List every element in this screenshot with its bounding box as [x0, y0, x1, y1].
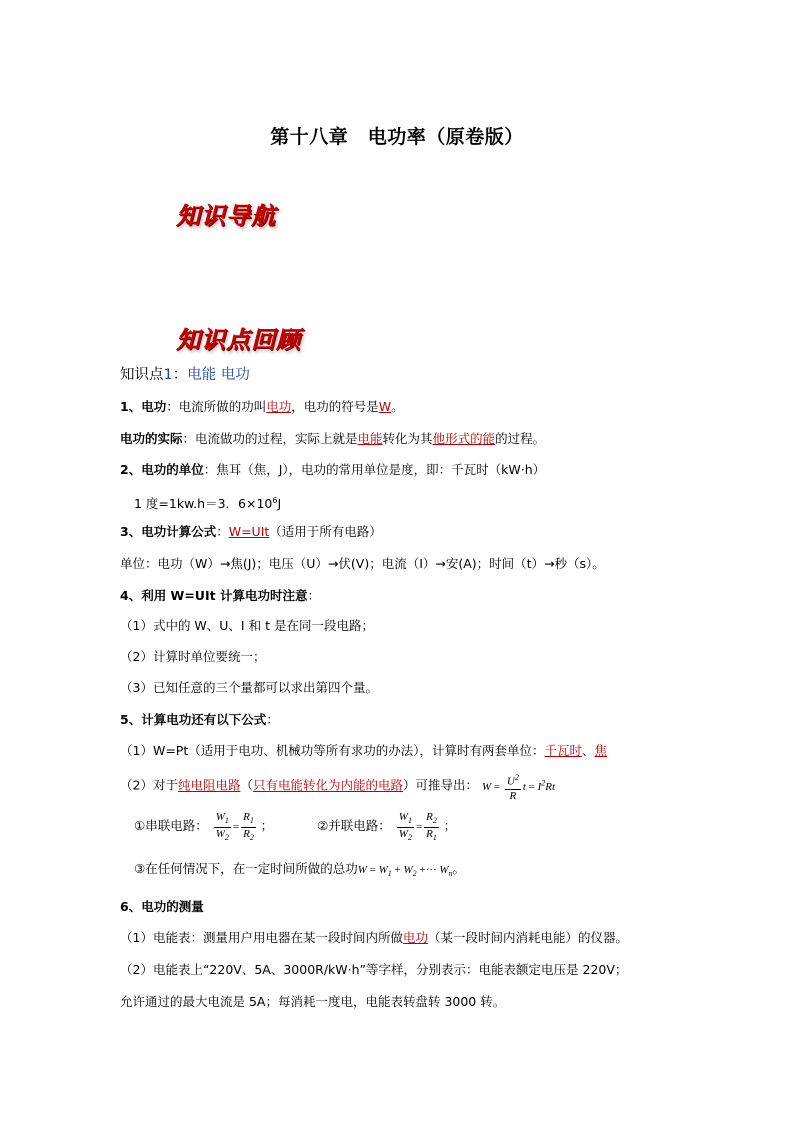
- text: （适用于所有电路）: [269, 524, 382, 539]
- text: 1 度=1kw.h＝3．6×10: [134, 496, 273, 512]
- parallel-formula: [395, 810, 444, 843]
- symbol: W: [398, 827, 408, 840]
- exponent: 2: [541, 778, 546, 787]
- symbol: R: [426, 827, 433, 840]
- symbol: t: [522, 780, 526, 793]
- symbol: R: [243, 827, 250, 840]
- knowledge-point-heading: [120, 366, 250, 384]
- term: （1）电能表: [120, 930, 191, 945]
- line-note-1: （1）式中的 W、U、I 和 t 是在同一段电路；: [120, 618, 374, 633]
- highlight: 只有电能转化为内能的电路: [252, 777, 403, 793]
- symbol: R: [509, 789, 517, 802]
- symbol: W: [398, 810, 408, 823]
- term: 6、电功的测量: [120, 899, 204, 914]
- highlight: 纯电阻电路: [177, 777, 241, 793]
- line-meter-rating-cont: 允许通过的最大电流是 5A；每消耗一度电，电能表转盘转 3000 转。: [120, 994, 506, 1009]
- text: ：焦耳（焦，J），电功的常用单位是度，即：千瓦时（kW·h）: [203, 462, 546, 477]
- symbol: +···: [419, 864, 437, 876]
- text: ：: [216, 524, 229, 539]
- subscript: 2: [412, 869, 417, 879]
- parallel-label: ②并联电路：: [317, 818, 391, 833]
- symbol: =: [528, 780, 535, 793]
- symbol: =: [369, 864, 376, 876]
- symbol: W: [439, 864, 449, 876]
- symbol: I: [537, 780, 542, 793]
- subscript: 1: [224, 815, 229, 825]
- text: ：: [266, 712, 279, 727]
- symbol: =: [415, 821, 423, 833]
- line-meter-rating: （2）电能表上“220V、5A、3000R/kW·h”等字样，分别表示：电能表额定电压是 220V；: [120, 962, 628, 977]
- symbol: W: [378, 864, 388, 876]
- text: ：: [307, 588, 320, 603]
- line-total-work: [134, 860, 465, 883]
- line-note-3: （3）已知任意的三个量都可以求出第四个量。: [120, 680, 378, 695]
- series-formula: [212, 810, 261, 843]
- subscript: 1: [387, 869, 392, 879]
- kp-sep: ：: [172, 367, 188, 383]
- subscript: 1: [407, 815, 412, 825]
- text: 、: [582, 743, 595, 758]
- line-wpt: [120, 742, 607, 760]
- subscript: 2: [407, 833, 412, 843]
- highlight: W: [378, 399, 392, 414]
- line-pure-resistance: [120, 766, 555, 804]
- highlight: 电功: [402, 930, 428, 945]
- text: 。: [391, 399, 404, 414]
- highlight: W=UIt: [228, 524, 270, 539]
- pure-resistance-formula: [482, 773, 556, 802]
- symbol: R: [243, 810, 250, 823]
- term: 5、计算电功还有以下公式: [120, 712, 267, 727]
- text: ：电流做功的过程，实际上就是: [182, 431, 358, 446]
- subscript: n: [448, 869, 453, 879]
- kp-topic: 电能 电功: [187, 367, 250, 383]
- symbol: U: [506, 775, 515, 788]
- text: （某一段时间内消耗电能）的仪器。: [427, 930, 628, 945]
- term: 3、电功计算公式: [120, 524, 217, 539]
- symbol: =: [493, 780, 501, 793]
- subscript: 2: [249, 833, 254, 843]
- line-unit-list: 单位：电功（W）→焦(J)；电压（U）→伏(V)；电流（I）→安(A)；时间（t）→秒（s）。: [120, 556, 605, 571]
- text: ：测量用户用电器在某一段时间内所做: [190, 930, 403, 945]
- text: 的过程。: [495, 431, 546, 446]
- kp-number: 1: [163, 367, 173, 383]
- symbol: W: [215, 827, 225, 840]
- exponent: 6: [272, 496, 278, 505]
- line-kwh-conversion: [134, 492, 281, 513]
- line-notes-heading: [120, 587, 320, 605]
- line-series-parallel: [134, 808, 456, 845]
- symbol: R: [426, 810, 433, 823]
- symbol: +: [394, 864, 401, 876]
- knowledge-review-heading: 知识点回顾: [176, 325, 301, 354]
- text: ；: [443, 818, 457, 833]
- text: ，电功的符号是: [291, 399, 379, 414]
- line-note-2: （2）计算时单位要统一；: [120, 649, 266, 664]
- text: ）可推导出：: [403, 777, 479, 793]
- term: 1、电功: [120, 399, 167, 414]
- subscript: 2: [432, 815, 437, 825]
- highlight: 焦: [594, 743, 608, 758]
- subscript: 1: [249, 815, 254, 825]
- symbol: W: [403, 864, 413, 876]
- text: （: [240, 777, 253, 793]
- text: ；: [260, 818, 274, 833]
- kp-label: 知识点: [120, 367, 164, 383]
- knowledge-nav-heading: 知识导航: [176, 201, 276, 230]
- term: 2、电功的单位: [120, 462, 204, 477]
- symbol: W: [357, 864, 367, 876]
- line-meter-def: [120, 929, 628, 947]
- exponent: 2: [514, 773, 519, 783]
- text: J: [277, 496, 282, 512]
- text: （1）W=Pt（适用于电功、机械功等所有求功的办法），计算时有两套单位：: [120, 743, 545, 758]
- subscript: 1: [432, 833, 437, 843]
- highlight: 电功: [266, 399, 292, 414]
- line-measurement-heading: [120, 898, 204, 916]
- text: 。: [452, 861, 466, 876]
- line-units: [120, 461, 545, 479]
- symbol: W: [215, 810, 225, 823]
- text: ③在任何情况下，在一定时间所做的总功: [134, 861, 358, 876]
- line-electric-work-def: [120, 398, 404, 416]
- term: 4、利用 W=UIt 计算电功时注意: [120, 588, 308, 603]
- highlight: 电能: [357, 431, 383, 446]
- fraction: [505, 771, 521, 803]
- line-formula: [120, 523, 382, 541]
- symbol: Rt: [545, 780, 556, 793]
- line-electric-work-essence: [120, 430, 545, 448]
- highlight: 千瓦时: [544, 743, 582, 758]
- text: （2）对于: [120, 777, 178, 793]
- page-title: 第十八章 电功率（原卷版）: [270, 126, 524, 148]
- text: 转化为其: [382, 431, 433, 446]
- line-other-formulas: [120, 711, 279, 729]
- symbol: W: [482, 780, 492, 793]
- symbol: =: [232, 821, 240, 833]
- text: ：电流所做的功叫: [166, 399, 267, 414]
- highlight: 他形式的能: [432, 431, 496, 446]
- series-label: ①串联电路：: [134, 818, 208, 833]
- term: 电功的实际: [120, 431, 183, 446]
- subscript: 2: [224, 833, 229, 843]
